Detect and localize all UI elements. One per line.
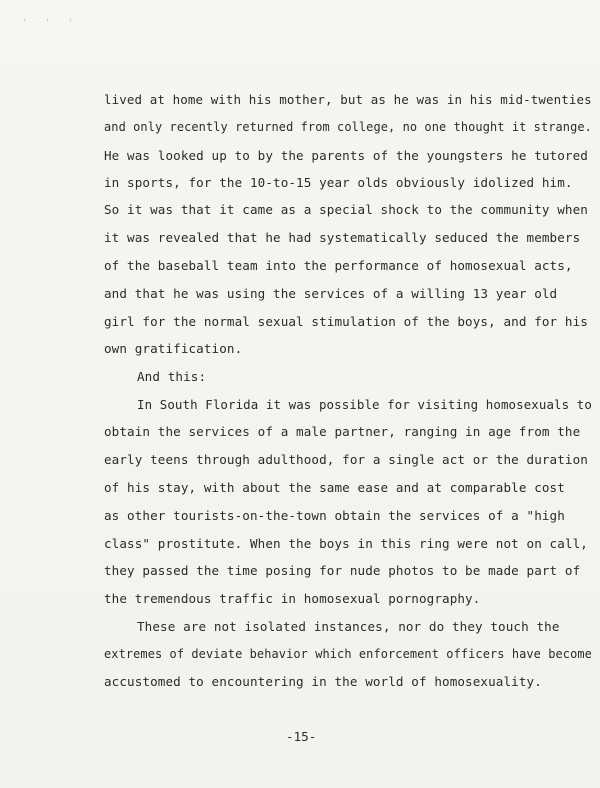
text-line: own gratification.	[104, 341, 243, 356]
text-line: So it was that it came as a special shock to the community when	[104, 202, 588, 217]
text-line: the tremendous traffic in homosexual pornography.	[104, 591, 481, 606]
text-line: they passed the time posing for nude photos to be made part of	[104, 563, 581, 578]
text-line: These are not isolated instances, nor do they touch the	[137, 619, 560, 634]
page-number: -15-	[286, 729, 317, 744]
text-line: of the baseball team into the performance of homosexual acts,	[104, 258, 573, 273]
text-line: lived at home with his mother, but as he was in his mid-twenties	[104, 92, 592, 107]
text-line: class" prostitute. When the boys in this ring were not on call,	[104, 536, 588, 551]
text-line: obtain the services of a male partner, ranging in age from the	[104, 424, 581, 439]
text-line: In South Florida it was possible for visiting homosexuals to	[137, 397, 592, 412]
paper-specks-decoration: ' ' '	[22, 18, 80, 28]
text-line: and only recently returned from college, no one thought it strange.	[104, 119, 592, 134]
text-line: in sports, for the 10-to-15 year olds obviously idolized him.	[104, 175, 573, 190]
text-line: He was looked up to by the parents of the youngsters he tutored	[104, 148, 588, 163]
text-line: girl for the normal sexual stimulation of the boys, and for his	[104, 314, 588, 329]
text-line: And this:	[137, 369, 207, 384]
text-line: extremes of deviate behavior which enforcement officers have become	[104, 646, 592, 661]
text-line: early teens through adulthood, for a single act or the duration	[104, 452, 588, 467]
text-line: it was revealed that he had systematically seduced the members	[104, 230, 581, 245]
text-line: as other tourists-on-the-town obtain the services of a "high	[104, 508, 565, 523]
text-line: accustomed to encountering in the world of homosexuality.	[104, 674, 542, 689]
text-line: and that he was using the services of a willing 13 year old	[104, 286, 558, 301]
text-line: of his stay, with about the same ease and at comparable cost	[104, 480, 565, 495]
